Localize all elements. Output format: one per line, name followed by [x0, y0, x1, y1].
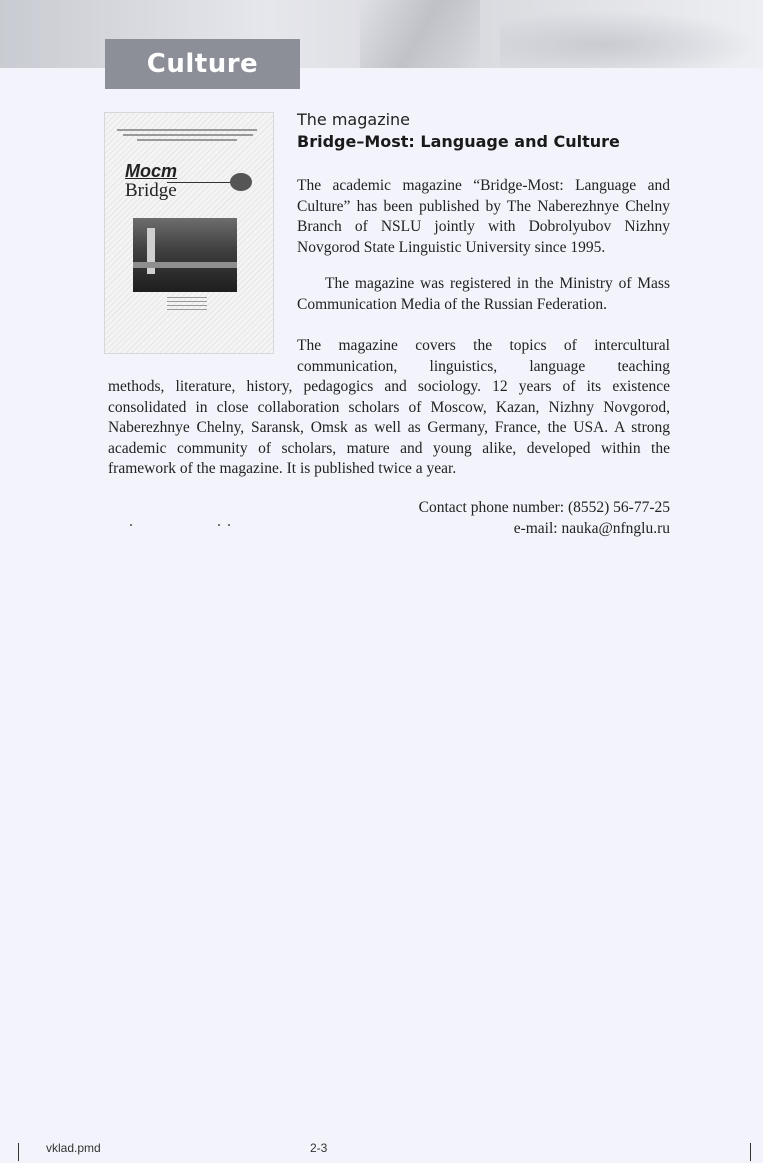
header-decoration — [360, 0, 480, 68]
contact-phone: Contact phone number: (8552) 56-77-25 — [418, 499, 670, 516]
magazine-cover-image — [104, 112, 274, 354]
contact-email: e-mail: nauka@nfnglu.ru — [513, 520, 670, 537]
article-subtitle: The magazine — [297, 110, 411, 129]
cover-text-line — [137, 139, 237, 141]
paragraph-2: The magazine was registered in the Ministry of Mass Communication Media of the Russian Federation. — [297, 275, 670, 313]
footer-page-number: 2-3 — [310, 1141, 328, 1155]
cover-text-line — [123, 134, 253, 136]
paragraph-1: The academic magazine “Bridge-Most: Language and Culture” has been published by The Naberezhnye Chelny Branch of NSLU jointly with Dobrolyubov Nizhny Novgorod State Linguistic University since 1995. — [297, 177, 670, 256]
cover-title-bridge: Bridge — [125, 180, 177, 201]
article-heading: Bridge–Most: Language and Culture — [297, 132, 620, 151]
cover-caption — [167, 297, 207, 311]
cover-photo-bridge — [133, 262, 237, 268]
crop-mark-left — [18, 1143, 19, 1161]
section-title: Culture — [105, 39, 300, 89]
cover-title-most: Мост — [125, 161, 178, 181]
crop-mark-right — [750, 1143, 751, 1161]
cover-photo — [133, 218, 237, 292]
paragraph-3-start: The magazine covers the topics of intercultural communication, linguistics, language teaching — [297, 337, 670, 375]
cover-text-line — [117, 129, 257, 131]
cover-badge — [230, 173, 252, 191]
paragraph-3-end: methods, literature, history, pedagogics and sociology. 12 years of its existence consolidated in close collaboration scholars of Moscow, Kazan, Nizhny Novgorod, Naberezhnye Chelny, Saransk, Omsk as well as Germany, France, the USA. A strong academic community of scholars, mature and young alike, developed within the framework of the magazine. It is published twice a year. — [108, 378, 670, 477]
header-decoration — [500, 10, 760, 68]
cover-rule — [167, 182, 237, 183]
footer-filename: vklad.pmd — [46, 1141, 101, 1155]
scan-specks — [130, 524, 240, 528]
